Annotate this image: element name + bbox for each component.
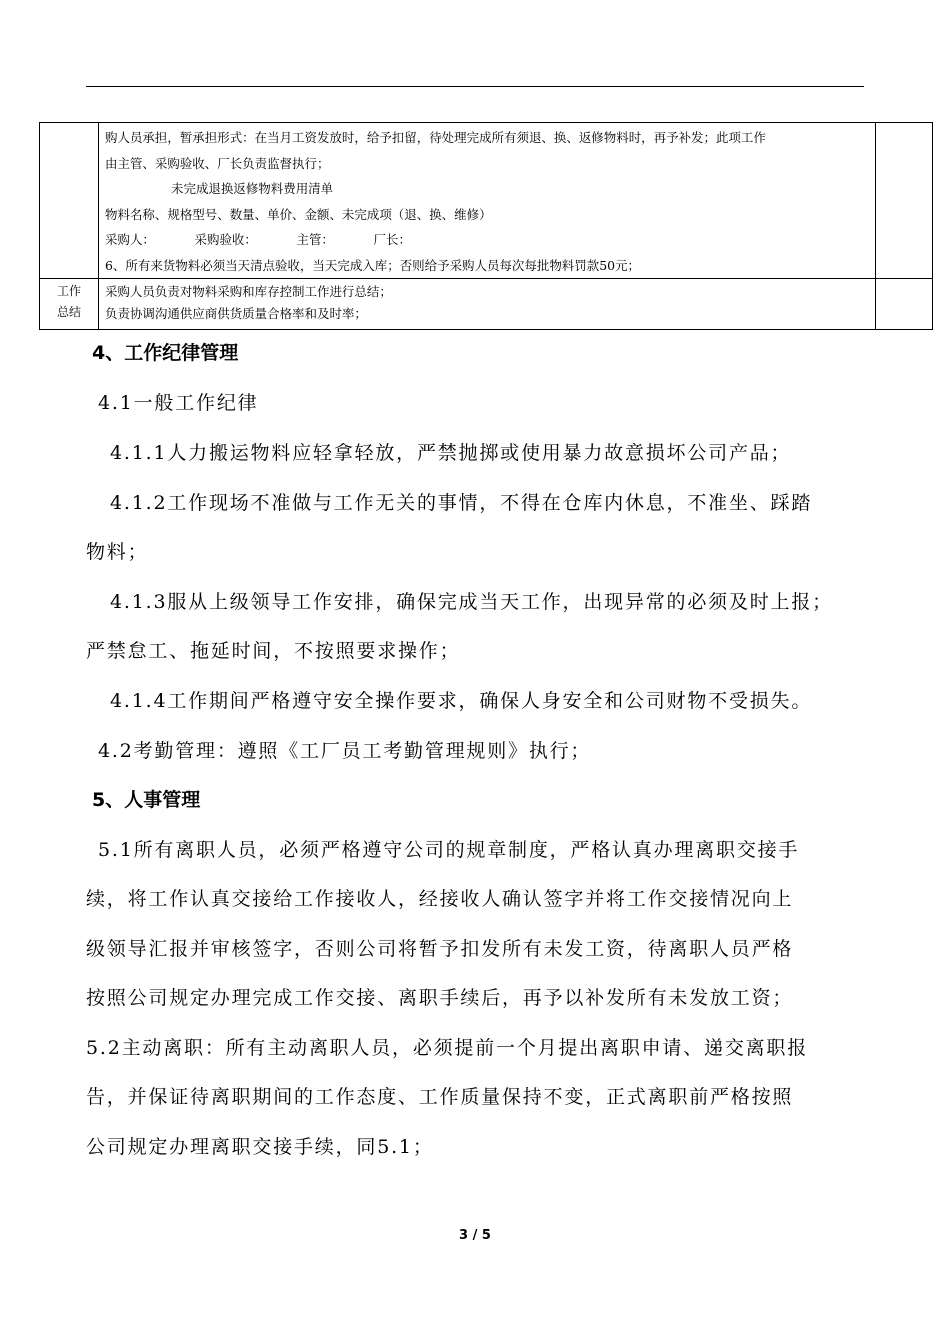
section-4-heading: 4、工作纪律管理: [92, 342, 239, 364]
table-cell-empty: [876, 279, 933, 330]
clause-5-1-line: 按照公司规定办理完成工作交接、离职手续后，再予以补发所有未发放工资；: [86, 987, 794, 1009]
table-row: [40, 279, 933, 330]
clause-5-1-line: 续，将工作认真交接给工作接收人，经接收人确认签字并将工作交接情况向上: [86, 888, 794, 910]
clause-4-1-4: 4.1.4工作期间严格遵守安全操作要求，确保人身安全和公司财物不受损失。: [110, 690, 813, 712]
table-cell-empty: [40, 123, 99, 279]
procurement-table: [39, 122, 933, 330]
clause-5-2-line: 告，并保证待离职期间的工作态度、工作质量保持不变，正式离职前严格按照: [86, 1086, 794, 1108]
clause-4-1-3-cont: 严禁怠工、拖延时间，不按照要求操作；: [86, 640, 461, 662]
page-number: 3 / 5: [459, 1228, 491, 1243]
table-text-line: 未完成退换返修物料费用清单: [171, 181, 334, 196]
table-text-line: 采购人： 采购验收： 主管： 厂长：: [105, 232, 411, 247]
table-text-line: 6、所有来货物料必须当天清点验收，当天完成入库；否则给予采购人员每次每批物料罚款50元；: [105, 257, 641, 273]
clause-4-1-3: 4.1.3服从上级领导工作安排，确保完成当天工作，出现异常的必须及时上报；: [110, 591, 833, 613]
table-cell-label: [40, 279, 99, 330]
table-text-line: 采购人员负责对物料采购和库存控制工作进行总结；: [105, 284, 392, 299]
header-rule: [86, 86, 864, 87]
row-label: 工作: [56, 284, 81, 298]
clause-4-1: 4.1一般工作纪律: [98, 392, 259, 414]
table-text-line: 负责协调沟通供应商供货质量合格率和及时率；: [105, 306, 367, 321]
row-label: 总结: [56, 305, 81, 319]
table-cell-content: [99, 279, 876, 330]
clause-4-1-1: 4.1.1人力搬运物料应轻拿轻放，严禁抛掷或使用暴力故意损坏公司产品；: [110, 442, 792, 464]
clause-4-1-2: 4.1.2工作现场不准做与工作无关的事情，不得在仓库内休息，不准坐、踩踏: [110, 492, 813, 514]
table-row: [40, 123, 933, 279]
table-text-line: 购人员承担，暂承担形式：在当月工资发放时，给予扣留，待处理完成所有须退、换、返修物料时，再予补发；此项工作: [105, 130, 766, 145]
clause-5-1-line: 5.1所有离职人员，必须严格遵守公司的规章制度，严格认真办理离职交接手: [98, 839, 800, 861]
clause-4-1-2-cont: 物料；: [86, 541, 149, 563]
clause-5-1-line: 级领导汇报并审核签字，否则公司将暂予扣发所有未发工资，待离职人员严格: [86, 938, 794, 960]
table-text-line: 物料名称、规格型号、数量、单价、金额、未完成项（退、换、维修）: [105, 206, 492, 222]
clause-4-2: 4.2考勤管理：遵照《工厂员工考勤管理规则》执行；: [98, 740, 592, 762]
section-5-heading: 5、人事管理: [92, 789, 201, 811]
table-cell-content: [99, 123, 876, 279]
clause-5-2-line: 5.2主动离职：所有主动离职人员，必须提前一个月提出离职申请、递交离职报: [86, 1037, 809, 1059]
clause-5-2-line: 公司规定办理离职交接手续，同5.1；: [86, 1136, 434, 1158]
table-text-line: 由主管、采购验收、厂长负责监督执行；: [105, 155, 330, 171]
table-cell-empty: [876, 123, 933, 279]
